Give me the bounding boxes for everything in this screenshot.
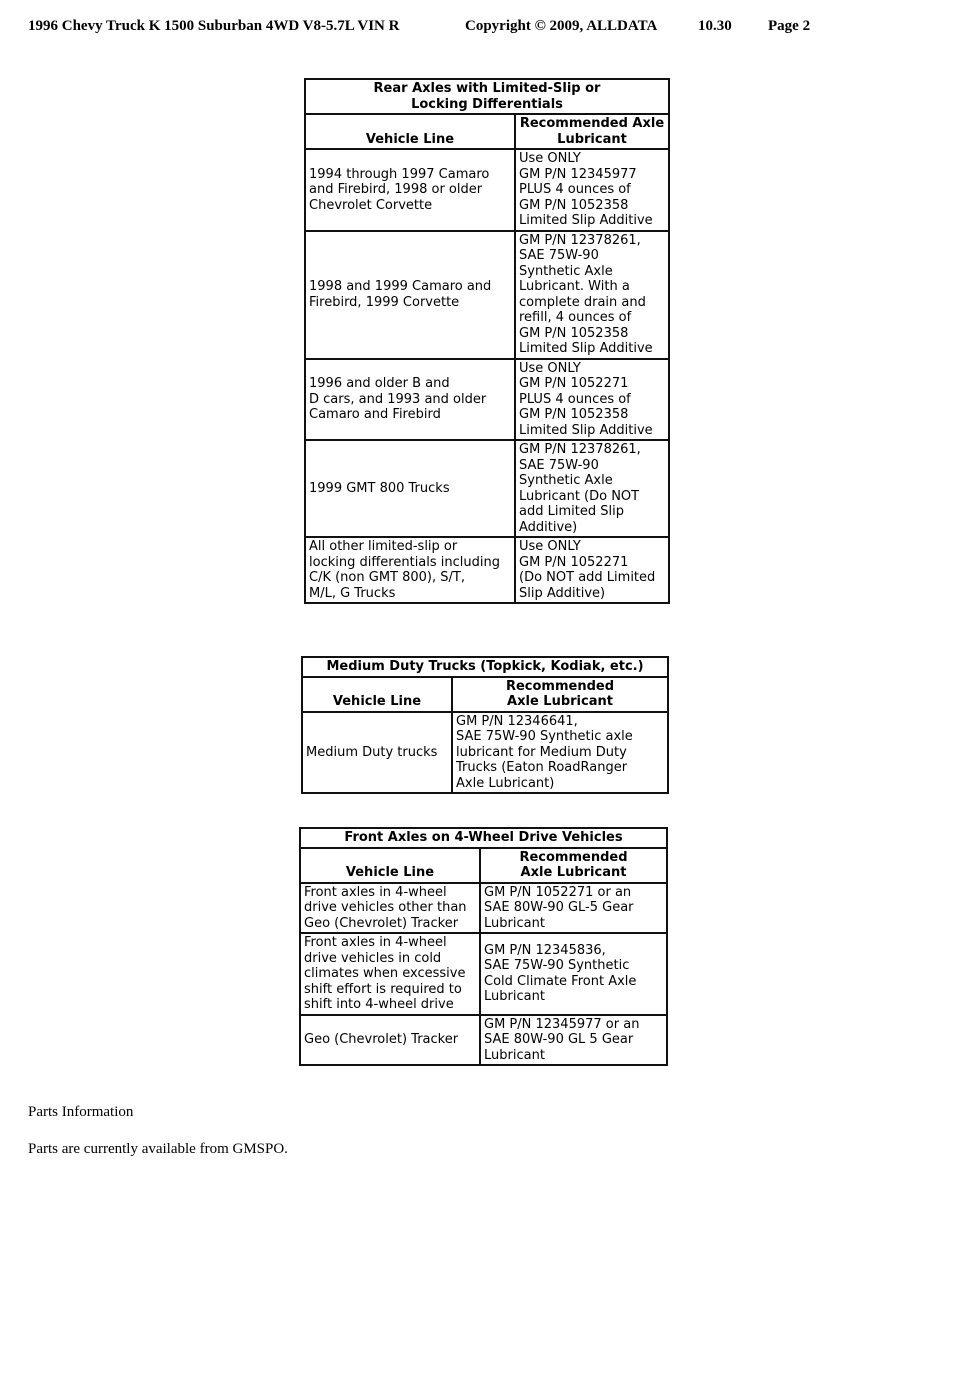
table-title: Front Axles on 4-Wheel Drive Vehicles [300,828,667,848]
table-row [305,440,669,537]
medium-duty-lubricant-table [301,656,669,794]
lubricant-cell: GM P/N 12378261, SAE 75W-90 Synthetic Axle Lubricant. With a complete drain and refill, 4 ounces of GM P/N 1052358 Limited Slip Additive [515,231,669,359]
front-axle-lubricant-table [299,827,668,1066]
table-title: Medium Duty Trucks (Topkick, Kodiak, etc.) [302,657,668,677]
table-row [305,149,669,231]
lubricant-cell: Use ONLY GM P/N 1052271 PLUS 4 ounces of GM P/N 1052358 Limited Slip Additive [515,359,669,441]
table-header-row [302,677,668,712]
table-title-row [305,79,669,114]
lubricant-cell: Use ONLY GM P/N 12345977 PLUS 4 ounces of GM P/N 1052358 Limited Slip Additive [515,149,669,231]
table-title-row [302,657,668,677]
column-header-lubricant: Recommended Axle Lubricant [452,677,668,712]
vehicle-cell: Geo (Chevrolet) Tracker [300,1015,480,1066]
rear-axle-lubricant-table [304,78,670,604]
vehicle-cell: Front axles in 4-wheel drive vehicles in cold climates when excessive shift effort is required to shift into 4-wheel drive [300,933,480,1015]
lubricant-cell: Use ONLY GM P/N 1052271 (Do NOT add Limited Slip Additive) [515,537,669,603]
lubricant-cell: GM P/N 12345977 or an SAE 80W-90 GL 5 Gear Lubricant [480,1015,667,1066]
page-number: Page 2 [768,18,811,34]
lubricant-cell: GM P/N 12346641, SAE 75W-90 Synthetic axle lubricant for Medium Duty Trucks (Eaton RoadRanger Axle Lubricant) [452,712,668,794]
table-title-row [300,828,667,848]
lubricant-cell: GM P/N 12345836, SAE 75W-90 Synthetic Cold Climate Front Axle Lubricant [480,933,667,1015]
vehicle-cell: 1998 and 1999 Camaro and Firebird, 1999 Corvette [305,231,515,359]
table-header-row [305,114,669,149]
table-row [300,933,667,1015]
column-header-lubricant: Recommended Axle Lubricant [515,114,669,149]
table-row [302,712,668,794]
lubricant-cell: GM P/N 1052271 or an SAE 80W-90 GL-5 Gear Lubricant [480,883,667,934]
column-header-vehicle: Vehicle Line [305,114,515,149]
column-header-vehicle: Vehicle Line [302,677,452,712]
vehicle-cell: 1994 through 1997 Camaro and Firebird, 1998 or older Chevrolet Corvette [305,149,515,231]
table-row [305,537,669,603]
column-header-lubricant: Recommended Axle Lubricant [480,848,667,883]
column-header-vehicle: Vehicle Line [300,848,480,883]
vehicle-cell: All other limited-slip or locking differentials including C/K (non GMT 800), S/T, M/L, G Trucks [305,537,515,603]
table-row [300,883,667,934]
table-header-row [300,848,667,883]
table-row [305,359,669,441]
vehicle-cell: Medium Duty trucks [302,712,452,794]
parts-availability-text: Parts are currently available from GMSPO. [28,1141,288,1157]
vehicle-cell: 1996 and older B and D cars, and 1993 and older Camaro and Firebird [305,359,515,441]
table-title: Rear Axles with Limited-Slip or Locking Differentials [305,79,669,114]
table-row [305,231,669,359]
parts-information-heading: Parts Information [28,1104,134,1120]
vehicle-cell: Front axles in 4-wheel drive vehicles other than Geo (Chevrolet) Tracker [300,883,480,934]
table-row [300,1015,667,1066]
copyright-notice: Copyright © 2009, ALLDATA [465,18,658,34]
document-title: 1996 Chevy Truck K 1500 Suburban 4WD V8-5.7L VIN R [28,18,400,34]
version-number: 10.30 [698,18,732,34]
lubricant-cell: GM P/N 12378261, SAE 75W-90 Synthetic Axle Lubricant (Do NOT add Limited Slip Additive) [515,440,669,537]
vehicle-cell: 1999 GMT 800 Trucks [305,440,515,537]
